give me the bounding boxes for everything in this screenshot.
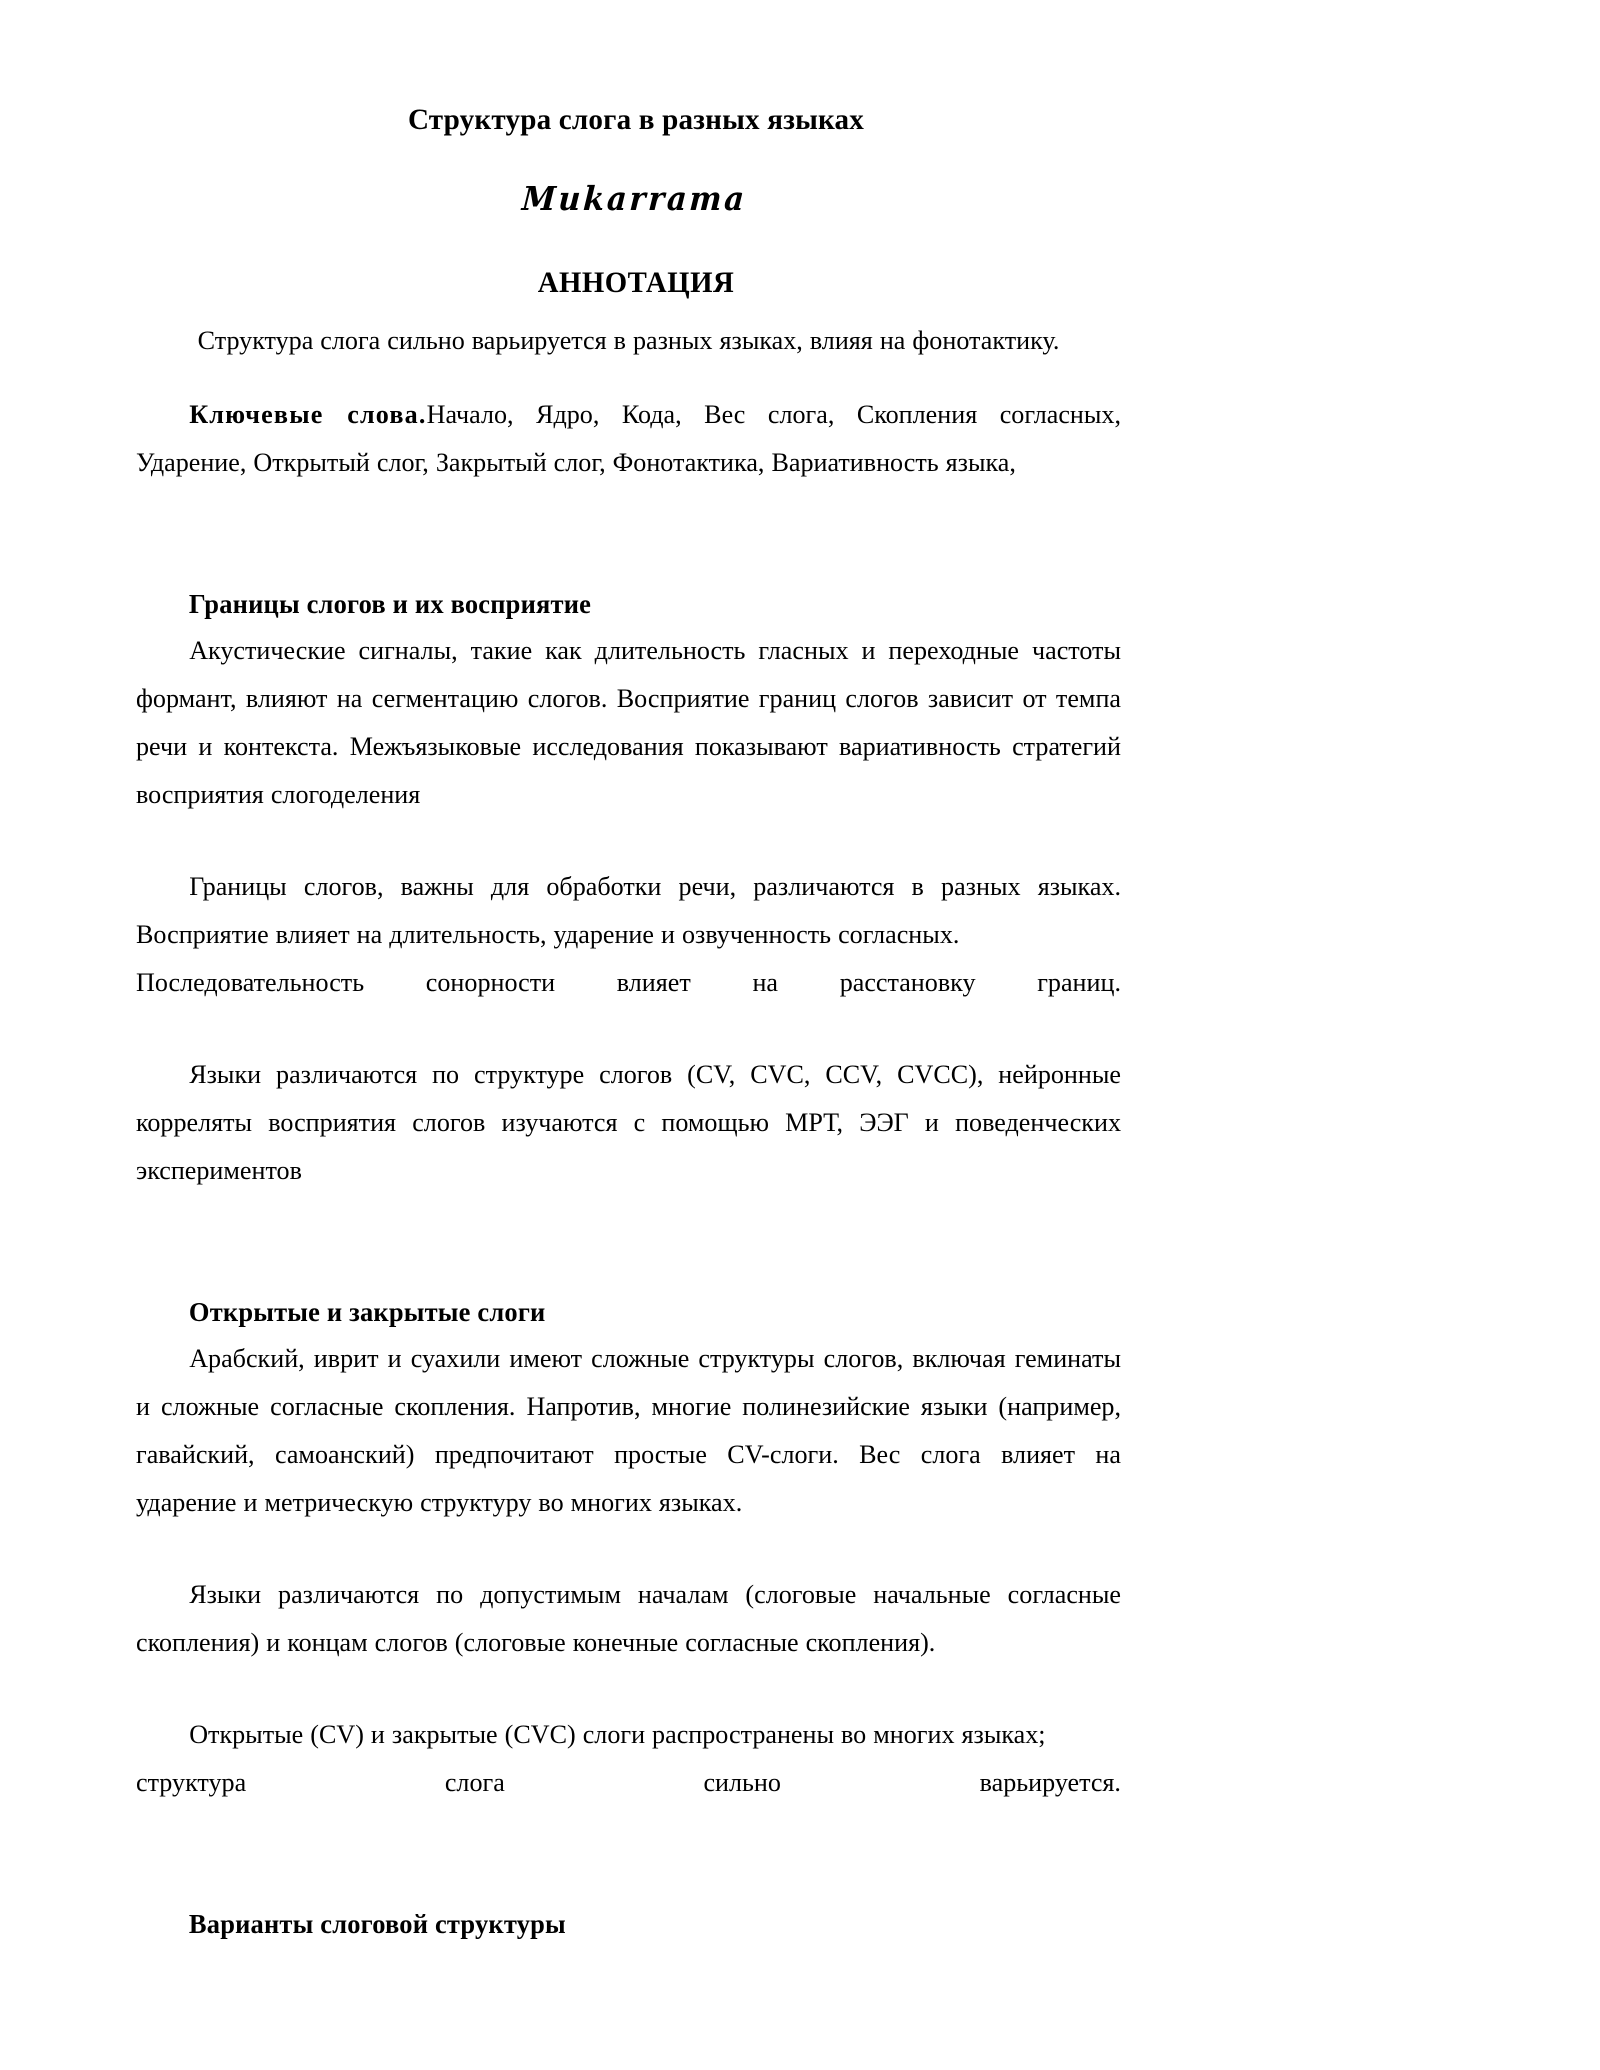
section-heading-open-closed-syllables: Открытые и закрытые слоги [188, 1297, 546, 1327]
stretch-word: варьируется. [979, 1767, 1121, 1797]
abstract-heading: АННОТАЦИЯ [537, 266, 735, 299]
stretch-line [136, 1758, 1121, 1806]
paragraph: Языки различаются по допустимым началам (слоговые начальные согласные скопления) и концам слогов (слоговые конечные согласные скопления). [136, 1579, 1121, 1657]
section-heading-syllable-structure-variants: Варианты слоговой структуры [188, 1909, 566, 1939]
stretch-line [136, 958, 1121, 1006]
page-title: Структура слога в разных языках [407, 103, 865, 136]
stretch-word: границ. [1037, 967, 1121, 997]
keywords-label: Ключевые слова. [189, 399, 427, 429]
document-content [136, 0, 1136, 1946]
author-name: Mukarrama [520, 179, 749, 218]
paragraph-stretched [136, 958, 1121, 1006]
abstract-text: Структура слога сильно варьируется в разных языках, влияя на фонотактику. [197, 325, 1060, 355]
paragraph: Арабский, иврит и суахили имеют сложные структуры слогов, включая геминаты и сложные согласные скопления. Напротив, многие полинезийские языки (например, гавайский, самоанский) предпочитают простые CV-слоги. Вес слога влияет на ударение и метрическую структуру во многих языках. [136, 1343, 1121, 1517]
keywords-paragraph [136, 364, 1121, 486]
section-heading-syllable-boundaries: Границы слогов и их восприятие [188, 589, 592, 619]
paragraph: Акустические сигналы, такие как длительность гласных и переходные частоты формант, влияют на сегментацию слогов. Восприятие границ слогов зависит от темпа речи и контекста. Межъязыковые исследования показывают вариативность стратегий восприятия слогоделения [136, 635, 1121, 809]
keywords-text: Начало, Ядро, Кода, Вес слога, Скопления согласных, Ударение, Открытый слог, Закрытый слог, Фонотактика, Вариативность языка, [136, 399, 1121, 477]
stretch-word: сильно [703, 1767, 781, 1797]
stretch-word: на [752, 967, 779, 997]
paragraph-stretched [136, 1758, 1121, 1806]
stretch-word: влияет [616, 967, 691, 997]
stretch-word: сонорности [425, 967, 556, 997]
stretch-word: структура [136, 1767, 247, 1797]
stretch-word: Последовательность [136, 967, 365, 997]
stretch-word: расстановку [839, 967, 976, 997]
paragraph: Открытые (CV) и закрытые (CVC) слоги распространены во многих языках; [189, 1719, 1046, 1749]
paragraph: Границы слогов, важны для обработки речи, различаются в разных языках. Восприятие влияет на длительность, ударение и озвученность согласных. [136, 871, 1121, 949]
paragraph: Языки различаются по структуре слогов (CV, CVC, CCV, CVCC), нейронные корреляты восприятия слогов изучаются с помощью МРТ, ЭЭГ и поведенческих экспериментов [136, 1059, 1121, 1185]
stretch-word: слога [444, 1767, 505, 1797]
